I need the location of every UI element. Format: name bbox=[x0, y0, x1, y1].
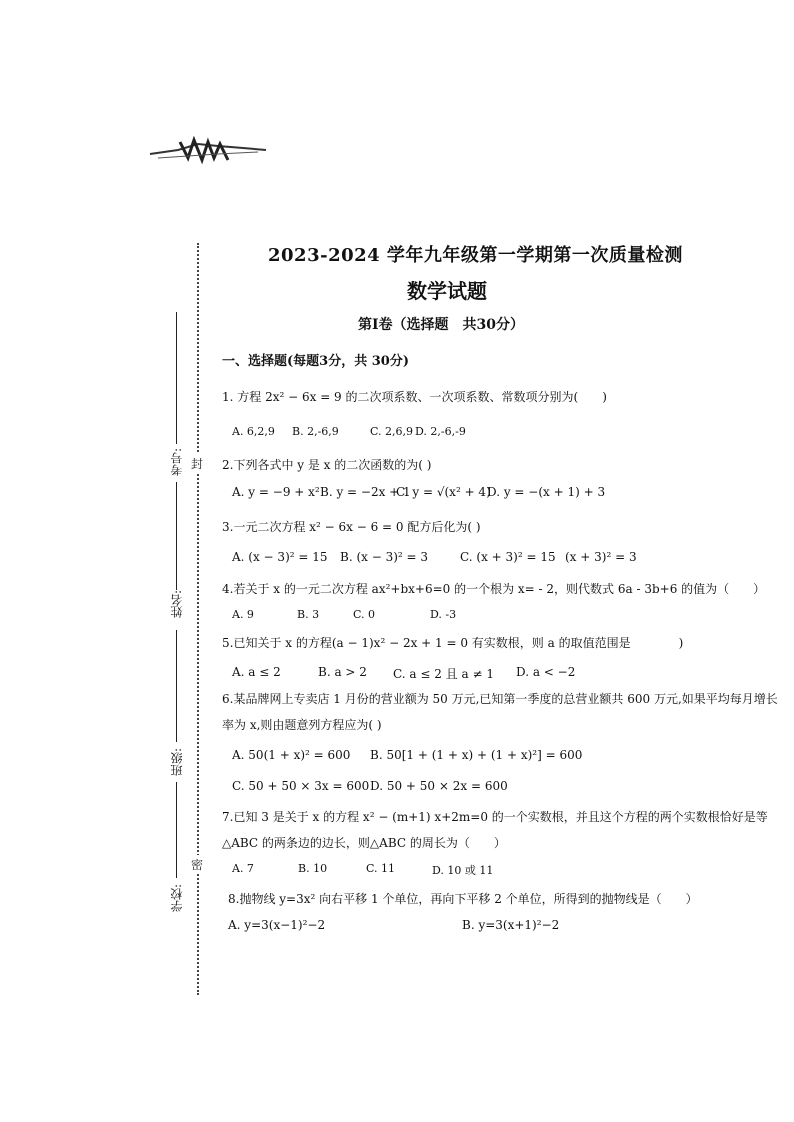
question-8: 8.抛物线 y=3x² 向右平移 1 个单位，再向下平移 2 个单位，所得到的抛物线是（ ） bbox=[228, 892, 698, 906]
q6-option-c: C. 50 + 50 × 3x = 600 bbox=[232, 779, 370, 793]
q5-option-c: C. a ≤ 2 且 a ≠ 1 bbox=[393, 667, 494, 681]
seal-char-mi: 密 bbox=[191, 855, 203, 874]
q7-option-b: B. 10 bbox=[298, 862, 328, 875]
q3-option-a: A. (x − 3)² = 15 bbox=[232, 550, 328, 564]
xingming-write-line bbox=[176, 482, 177, 590]
question-7-line2: △ABC 的两条边的边长，则△ABC 的周长为（ ） bbox=[222, 836, 506, 850]
banji-label: 班级: bbox=[170, 748, 184, 777]
question-6: 6.某品牌网上专卖店 1 月份的营业额为 50 万元,已知第一季度的总营业额共 600 万元,如果平均每月增长 bbox=[222, 692, 778, 706]
subject-title: 数学试题 bbox=[407, 279, 487, 303]
banji-write-line bbox=[176, 630, 177, 742]
question-1: 1. 方程 2x² − 6x = 9 的二次项系数、一次项系数、常数项分别为( ) bbox=[222, 390, 607, 404]
question-4: 4.若关于 x 的一元二次方程 ax²+bx+6=0 的一个根为 x= - 2，则代数式 6a - 3b+6 的值为（ ） bbox=[222, 582, 766, 596]
q1-option-a: A. 6,2,9 bbox=[232, 425, 275, 438]
q5-option-b: B. a > 2 bbox=[318, 665, 367, 679]
xingming-label: 姓名: bbox=[170, 590, 184, 619]
part-title: 第Ⅰ卷（选择题 共30分） bbox=[358, 317, 525, 333]
q7-option-a: A. 7 bbox=[232, 862, 254, 875]
xuexiao-write-line bbox=[176, 782, 177, 878]
q4-option-a: A. 9 bbox=[232, 608, 254, 621]
question-2: 2.下列各式中 y 是 x 的二次函数的为( ) bbox=[222, 458, 432, 472]
q6-option-a: A. 50(1 + x)² = 600 bbox=[232, 748, 351, 762]
q3-option-c: C. (x + 3)² = 15 bbox=[460, 550, 556, 564]
q2-option-a: A. y = −9 + x² bbox=[232, 485, 320, 499]
section-heading: 一、选择题(每题3分，共 30分) bbox=[222, 354, 409, 369]
exam-title: 2023-2024 学年九年级第一学期第一次质量检测 bbox=[268, 245, 683, 266]
q3-option-d: (x + 3)² = 3 bbox=[565, 550, 637, 564]
question-3: 3.一元二次方程 x² − 6x − 6 = 0 配方后化为( ) bbox=[222, 520, 481, 534]
q1-option-d: D. 2,-6,-9 bbox=[415, 425, 466, 438]
q4-option-b: B. 3 bbox=[297, 608, 320, 621]
q1-option-b: B. 2,-6,9 bbox=[292, 425, 339, 438]
q2-option-b: B. y = −2x + 1 bbox=[320, 485, 411, 499]
q8-option-a: A. y=3(x−1)²−2 bbox=[228, 918, 326, 932]
q8-option-b: B. y=3(x+1)²−2 bbox=[462, 918, 560, 932]
kaohao-write-line bbox=[176, 312, 177, 444]
q3-option-b: B. (x − 3)² = 3 bbox=[340, 550, 429, 564]
q5-option-a: A. a ≤ 2 bbox=[232, 665, 281, 679]
q7-option-c: C. 11 bbox=[366, 862, 396, 875]
seal-char-feng: 封 bbox=[191, 454, 203, 473]
q1-option-c: C. 2,6,9 bbox=[370, 425, 414, 438]
question-7: 7.已知 3 是关于 x 的方程 x² − (m+1) x+2m=0 的一个实数根，并且这个方程的两个实数根恰好是等 bbox=[222, 810, 768, 824]
binding-dashed-line bbox=[197, 243, 199, 995]
q4-option-d: D. -3 bbox=[430, 608, 457, 621]
q7-option-d: D. 10 或 11 bbox=[432, 864, 494, 877]
xuexiao-label: 学校: bbox=[170, 884, 184, 913]
q2-option-d: D. y = −(x + 1) + 3 bbox=[487, 485, 606, 499]
q6-option-b: B. 50[1 + (1 + x) + (1 + x)²] = 600 bbox=[370, 748, 583, 762]
handwritten-scribble bbox=[148, 136, 273, 170]
question-5: 5.已知关于 x 的方程(a − 1)x² − 2x + 1 = 0 有实数根，则 a 的取值范围是 ) bbox=[222, 636, 684, 650]
q6-option-d: D. 50 + 50 × 2x = 600 bbox=[370, 779, 508, 793]
q4-option-c: C. 0 bbox=[353, 608, 376, 621]
q5-option-d: D. a < −2 bbox=[516, 665, 576, 679]
q2-option-c: C. y = √(x² + 4) bbox=[396, 485, 491, 499]
kaohao-label: 考号: bbox=[170, 448, 184, 477]
question-6-line2: 率为 x,则由题意列方程应为( ) bbox=[222, 718, 382, 732]
